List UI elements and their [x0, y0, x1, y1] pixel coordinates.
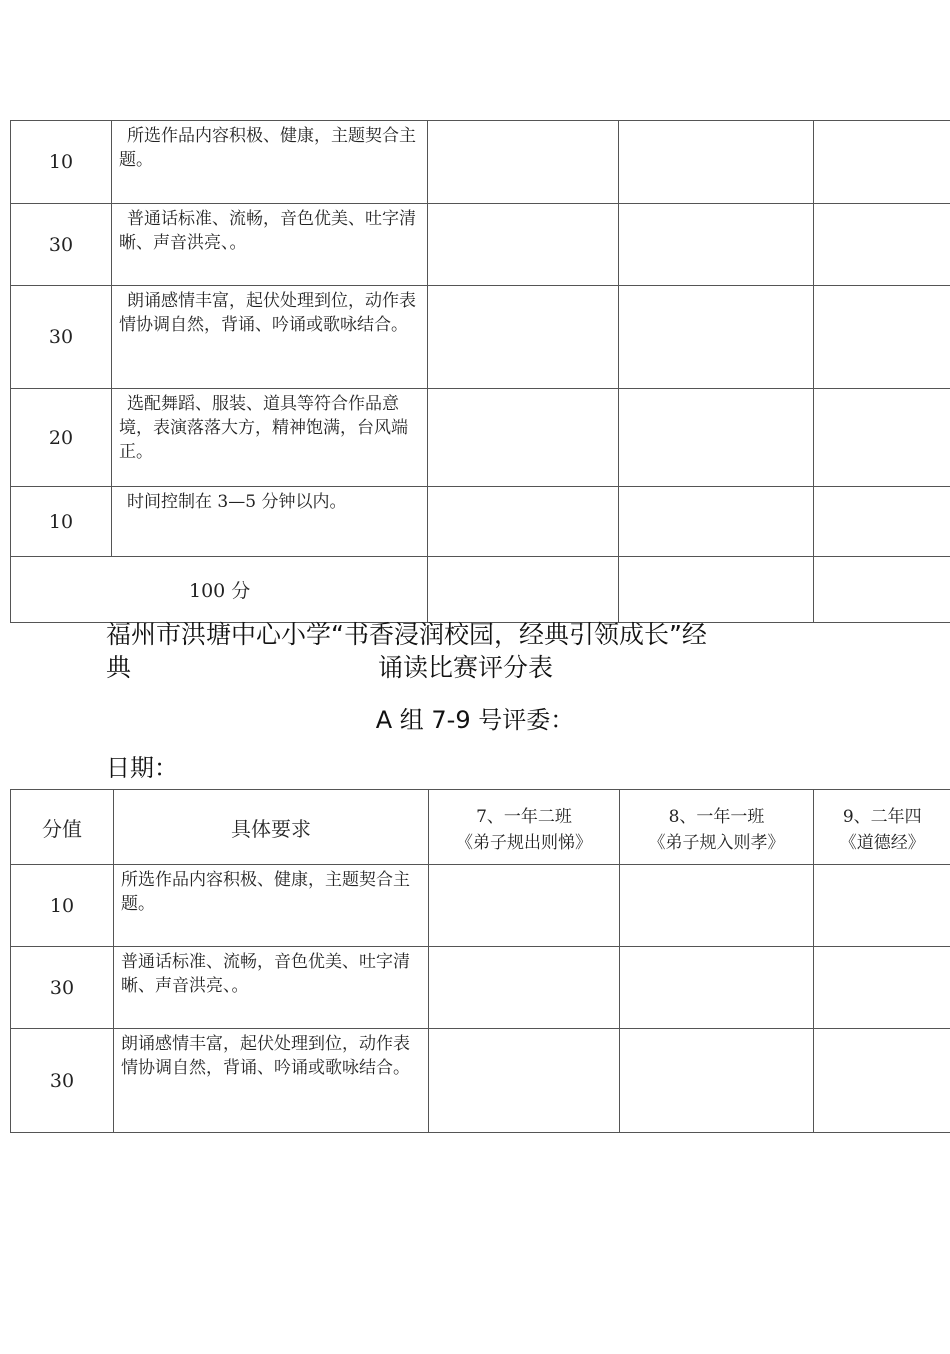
header-class-7 [429, 790, 620, 865]
class-name: 8、一年一班 [668, 807, 765, 827]
requirement-cell: 所选作品内容积极、健康，主题契合主题。 [112, 121, 428, 204]
judge-score-input[interactable] [619, 389, 814, 487]
judge-score-input[interactable] [428, 286, 619, 389]
judge-score-input[interactable] [619, 204, 814, 286]
judge-score-input[interactable] [428, 487, 619, 557]
title-second-line: 诵读比赛评分表 [378, 653, 554, 682]
class-name: 7、一年二班 [476, 807, 572, 827]
requirement-cell: 时间控制在 3—5 分钟以内。 [112, 487, 428, 557]
score-cell: 30 [11, 286, 112, 389]
total-score-cell: 100 分 [11, 557, 428, 623]
requirement-cell: 普通话标准、流畅，音色优美、吐字清晰、声音洪亮、。 [112, 204, 428, 286]
requirement-cell: 所选作品内容积极、健康，主题契合主题。 [114, 865, 429, 947]
score-cell: 10 [11, 487, 112, 557]
score-cell: 30 [11, 947, 114, 1029]
judge-score-input[interactable] [619, 121, 814, 204]
score-cell: 30 [11, 1029, 114, 1133]
judge-score-input[interactable] [619, 487, 814, 557]
title-wrap-char: 典 [106, 653, 132, 682]
judge-score-input[interactable] [620, 947, 814, 1029]
judge-score-input[interactable] [428, 204, 619, 286]
judge-group-label: A 组 7-9 号评委： [375, 706, 575, 734]
header-class-9 [814, 790, 950, 865]
judge-score-input[interactable] [814, 204, 950, 286]
class-name: 9、二年四 [842, 807, 922, 827]
judge-total-input[interactable] [619, 557, 814, 623]
header-class-8 [620, 790, 814, 865]
judge-score-input[interactable] [814, 121, 950, 204]
judge-score-input[interactable] [814, 1029, 950, 1133]
judge-score-input[interactable] [429, 1029, 620, 1133]
judge-score-input[interactable] [620, 865, 814, 947]
judge-score-input[interactable] [814, 487, 950, 557]
judge-score-input[interactable] [428, 121, 619, 204]
judge-total-input[interactable] [814, 557, 950, 623]
page-title: 福州市洪塘中心小学“书香浸润校园，经典引领成长”经 [106, 620, 707, 649]
date-label: 日期： [106, 754, 178, 782]
score-table-bottom [10, 789, 950, 1133]
judge-total-input[interactable] [428, 557, 619, 623]
judge-score-input[interactable] [429, 947, 620, 1029]
header-score: 分值 [11, 790, 114, 865]
score-table-top [10, 120, 950, 623]
requirement-cell: 朗诵感情丰富，起伏处理到位，动作表情协调自然，背诵、吟诵或歌咏结合。 [114, 1029, 429, 1133]
page-title-continued [106, 651, 826, 685]
header-requirement: 具体要求 [114, 790, 429, 865]
score-cell: 10 [11, 121, 112, 204]
judge-score-input[interactable] [814, 389, 950, 487]
score-cell: 30 [11, 204, 112, 286]
judge-score-input[interactable] [620, 1029, 814, 1133]
judge-score-input[interactable] [814, 286, 950, 389]
class-work: 《弟子规出则悌》 [456, 833, 592, 853]
requirement-cell: 朗诵感情丰富，起伏处理到位，动作表情协调自然，背诵、吟诵或歌咏结合。 [112, 286, 428, 389]
requirement-cell: 选配舞蹈、服装、道具等符合作品意境，表演落落大方，精神饱满，台风端正。 [112, 389, 428, 487]
class-work: 《道德经》 [839, 833, 925, 853]
class-work: 《弟子规入则孝》 [648, 833, 785, 853]
judge-score-input[interactable] [428, 389, 619, 487]
judge-score-input[interactable] [814, 865, 950, 947]
judge-score-input[interactable] [814, 947, 950, 1029]
judge-score-input[interactable] [429, 865, 620, 947]
score-cell: 10 [11, 865, 114, 947]
requirement-cell: 普通话标准、流畅，音色优美、吐字清晰、声音洪亮、。 [114, 947, 429, 1029]
score-cell: 20 [11, 389, 112, 487]
judge-score-input[interactable] [619, 286, 814, 389]
